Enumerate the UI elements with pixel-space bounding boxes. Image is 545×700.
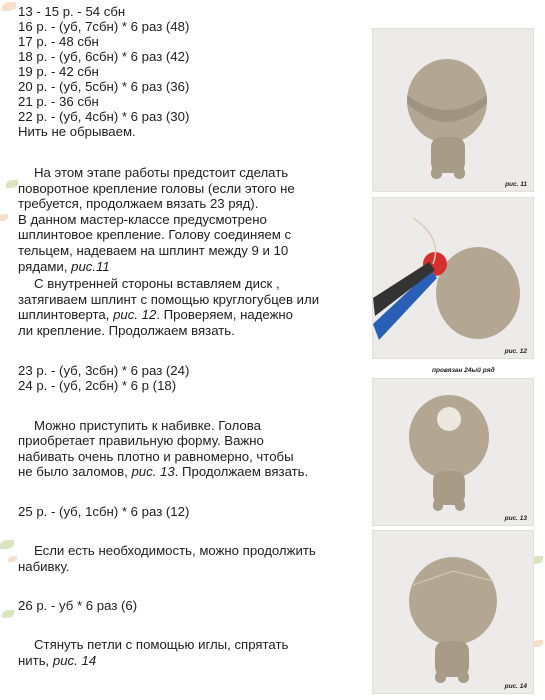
para-text: не было заломов, <box>18 464 132 480</box>
para-text: шплинтоверта, <box>18 307 114 323</box>
instructions-column <box>18 4 368 668</box>
paragraph-optional-stuffing <box>18 543 368 574</box>
decor-leaf <box>8 556 17 562</box>
para-line: тельцем, надеваем на шплинт между 9 и 10 <box>18 242 289 258</box>
para-line <box>18 307 368 323</box>
rows-23-24 <box>18 363 368 393</box>
stuffed-head-illustration <box>373 379 533 525</box>
para-line <box>18 653 368 669</box>
figure-caption: рис. 14 <box>504 683 527 690</box>
pliers-and-head-illustration <box>373 198 533 358</box>
para-line: На этом этапе работы предстоит сделать <box>34 165 289 180</box>
row-text: 17 р. - 48 сбн <box>18 34 99 49</box>
row-text: 23 р. - (уб, 3сбн) * 6 раз (24) <box>18 362 190 378</box>
para-text: рядами, <box>18 258 72 274</box>
decor-leaf <box>0 214 8 221</box>
para-line: набивать очень плотно и равномерно, чтобы <box>18 448 294 464</box>
para-line: требуется, продолжаем вязать 23 ряд). <box>18 196 259 212</box>
para-line: Если есть необходимость, можно продолжить <box>34 542 316 558</box>
figure-caption: рис. 13 <box>504 515 527 522</box>
para-line: затягиваем шплинт с помощью круглогубцев или <box>18 291 320 307</box>
figure-caption: рис. 11 <box>505 181 527 188</box>
paragraph-stuffing <box>18 418 368 480</box>
row-text: 20 р. - (уб, 5сбн) * 6 раз (36) <box>18 79 190 94</box>
decor-leaf <box>2 610 14 618</box>
para-text: нить, <box>18 652 53 668</box>
row-text: 24 р. - (уб, 2сбн) * 6 р (18) <box>18 377 177 393</box>
para-line: В данном мастер-классе предусмотрено <box>18 211 267 227</box>
paragraph-finish <box>18 637 368 668</box>
para-line: С внутренней стороны вставляем диск , <box>34 276 280 292</box>
row-text: 26 р. - уб * 6 раз (6) <box>18 598 138 614</box>
row-text: 16 р. - (уб, 7сбн) * 6 раз (48) <box>18 19 190 34</box>
para-line: шплинтовое крепление. Голову соединяем с <box>18 227 292 243</box>
para-line <box>18 464 368 480</box>
para-line: ли крепление. Продолжаем вязать. <box>18 322 235 338</box>
row-text: 19 р. - 42 сбн <box>18 64 99 79</box>
row-text: Нить не обрываем. <box>18 124 136 139</box>
photo-figure-12 <box>372 197 534 359</box>
closed-head-illustration <box>373 531 533 693</box>
para-line: Можно приступить к набивке. Голова <box>34 417 261 433</box>
figure-ref: рис. 12 <box>113 307 157 323</box>
row-text: 13 - 15 р. - 54 сбн <box>18 4 126 19</box>
row-text: 22 р. - (уб, 4сбн) * 6 раз (30) <box>18 109 190 124</box>
figure-caption: рис. 12 <box>504 348 527 355</box>
decor-leaf <box>2 2 16 11</box>
row-text: 18 р. - (уб, 6сбн) * 6 раз (42) <box>18 49 190 64</box>
decor-leaf <box>533 640 543 647</box>
paragraph-head-joint <box>18 165 368 274</box>
decor-leaf <box>0 540 14 549</box>
para-line: Стянуть петли с помощью иглы, спрятать <box>34 637 289 653</box>
photo-figure-14 <box>372 530 534 694</box>
para-line: набивку. <box>18 558 70 574</box>
photo-figure-11 <box>372 28 534 192</box>
paragraph-disk <box>18 276 368 338</box>
decor-leaf <box>6 180 18 188</box>
figure-ref: рис. 14 <box>52 652 97 668</box>
photo-note: провязан 24ый ряд <box>432 367 495 374</box>
figure-ref: рис. 13 <box>131 464 175 480</box>
para-line <box>18 259 368 275</box>
row-26 <box>18 598 368 613</box>
photo-figure-13 <box>372 378 534 526</box>
row-text: 21 р. - 36 сбн <box>18 94 99 109</box>
figure-ref: рис.11 <box>71 258 110 274</box>
crochet-head-body-illustration <box>373 29 533 191</box>
row-text: 25 р. - (уб, 1сбн) * 6 раз (12) <box>18 503 190 519</box>
para-text: . Проверяем, надежно <box>156 307 294 323</box>
rows-13-22 <box>18 4 368 139</box>
row-25 <box>18 504 368 519</box>
para-line: приобретает правильную форму. Важно <box>18 433 264 449</box>
para-line: поворотное крепление головы (если этого не <box>18 180 295 196</box>
para-text: . Продолжаем вязать. <box>174 464 309 480</box>
